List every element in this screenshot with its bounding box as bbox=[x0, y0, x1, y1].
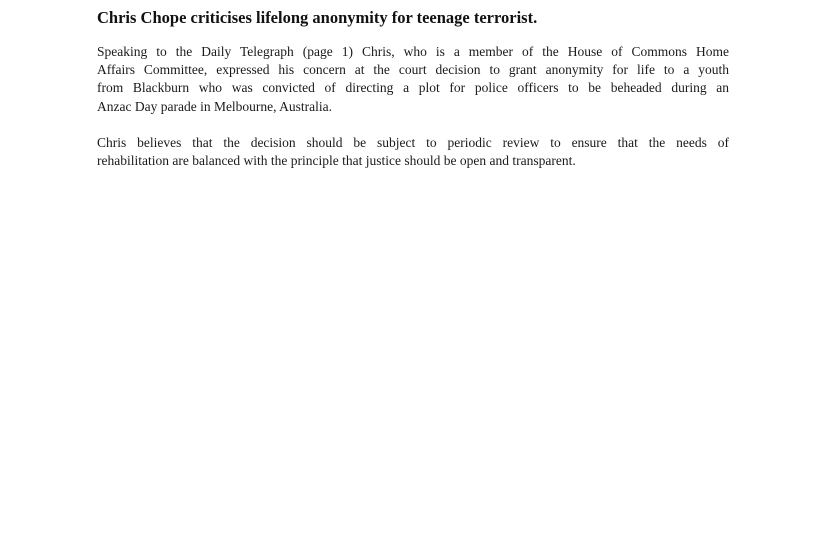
paragraph-1-line-4: Anzac Day parade in Melbourne, Australia. bbox=[97, 98, 333, 114]
paragraph-2-line-1: Chris believes that the decision should be subject to periodic review to ensure that the needs of bbox=[97, 134, 729, 150]
paragraph-1 bbox=[97, 43, 729, 116]
paragraph-2 bbox=[97, 134, 729, 170]
document-page bbox=[97, 7, 729, 188]
paragraph-1-line-1: Speaking to the Daily Telegraph (page 1) Chris, who is a member of the House of Commons Home bbox=[97, 44, 729, 59]
paragraph-2-line-2: rehabilitation are balanced with the principle that justice should be open and transparent. bbox=[97, 153, 576, 169]
paragraph-1-line-3: from Blackburn who was convicted of directing a plot for police officers to be beheaded during an bbox=[97, 80, 729, 96]
document-headline: Chris Chope criticises lifelong anonymity for teenage terrorist. bbox=[97, 8, 538, 27]
paragraph-1-line-2: Affairs Committee, expressed his concern at the court decision to grant anonymity for life to a youth bbox=[97, 62, 729, 78]
